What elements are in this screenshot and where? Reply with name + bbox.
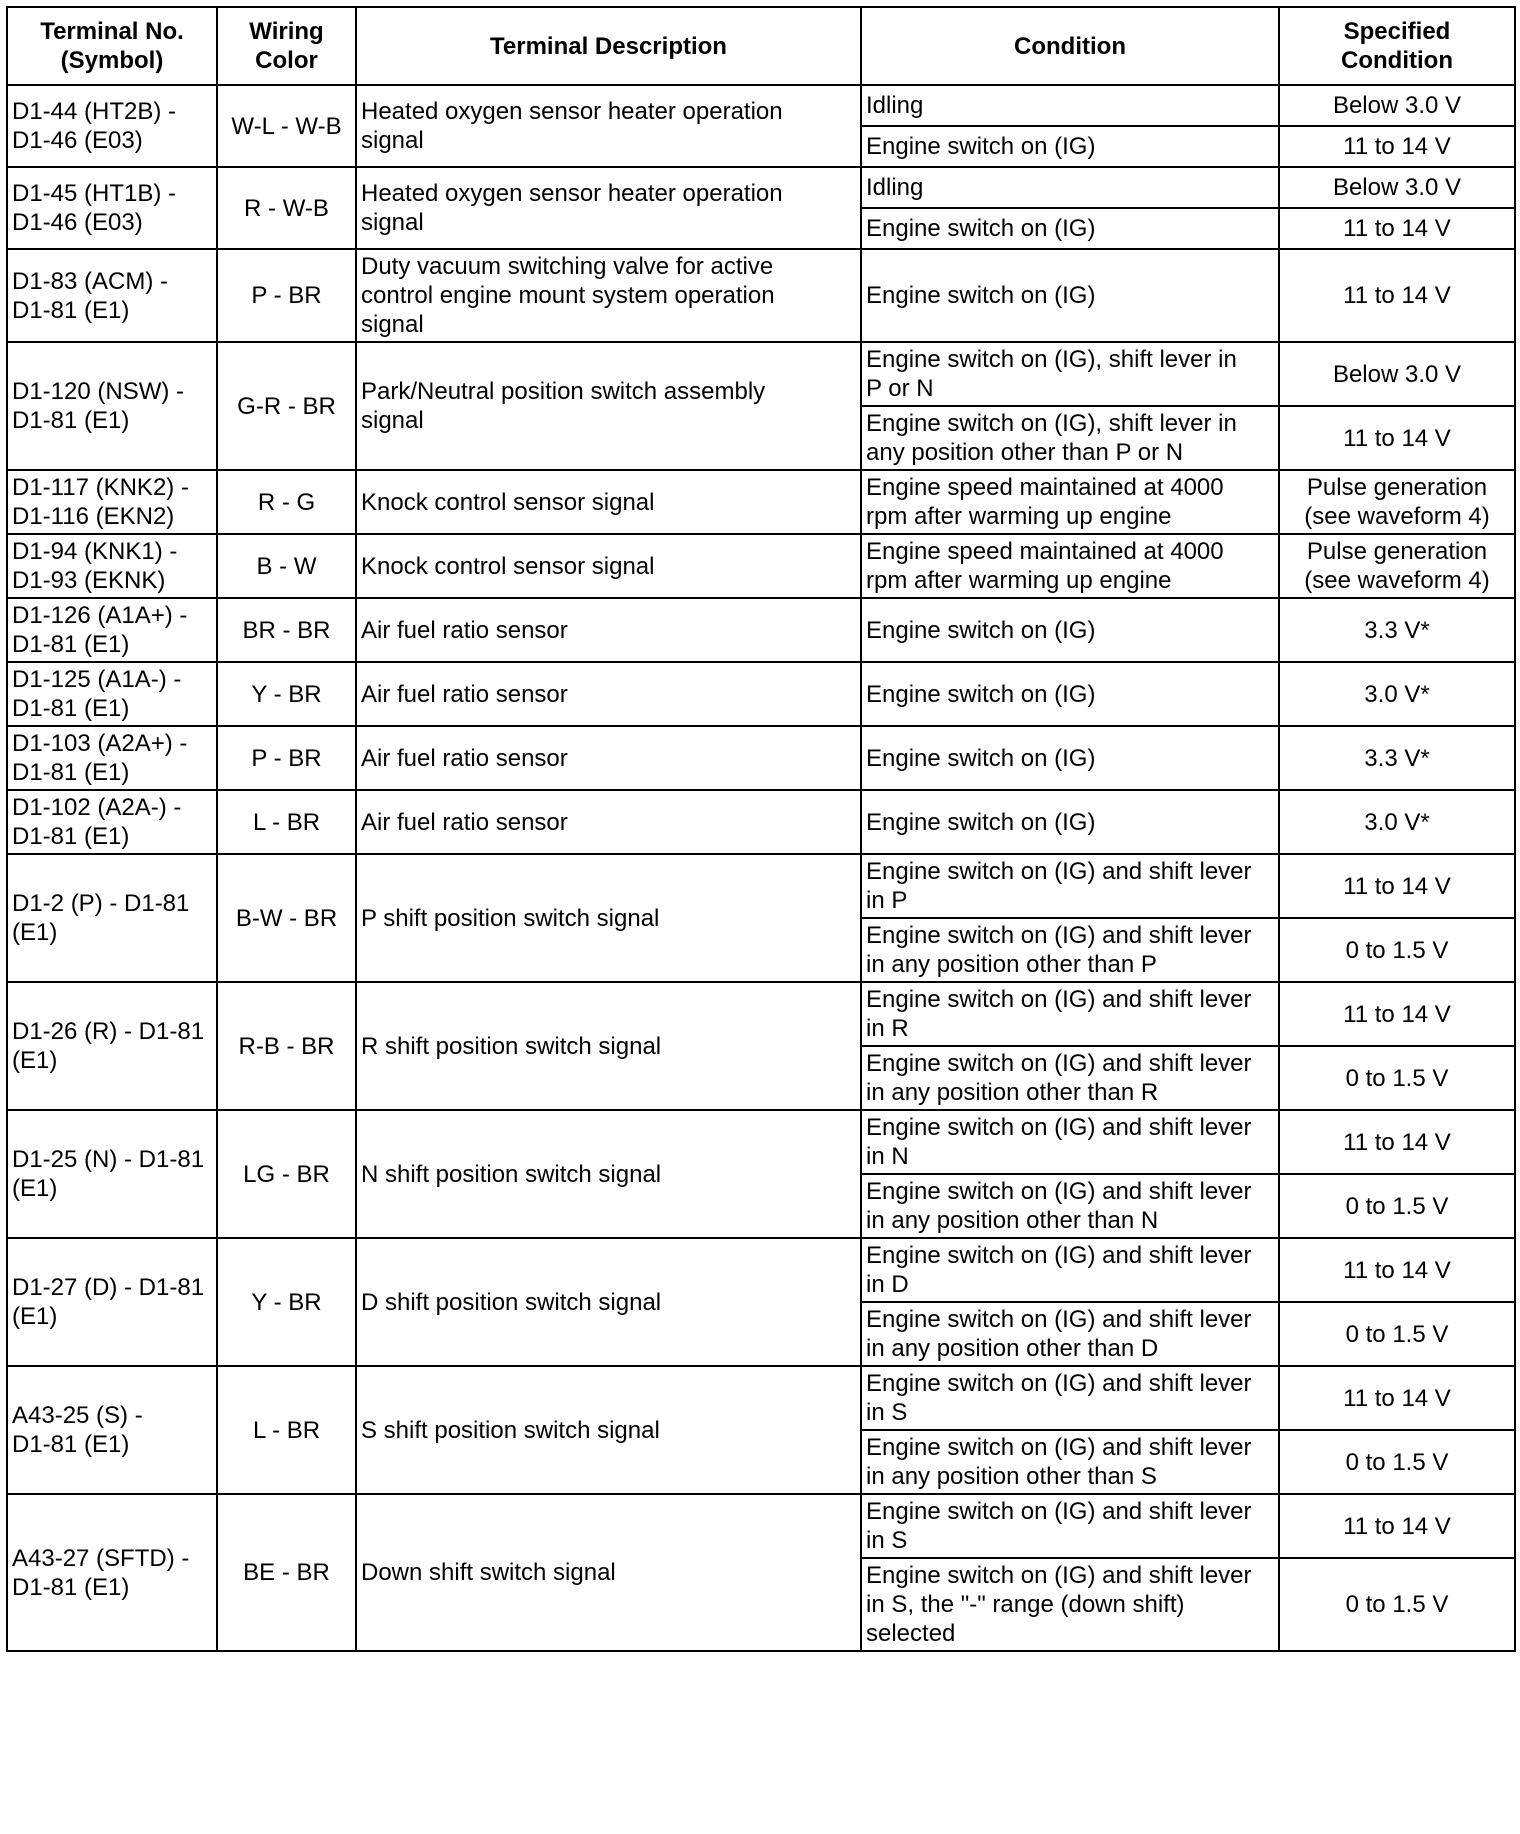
wiring-color-cell	[217, 249, 356, 342]
specified-condition-cell	[1279, 1238, 1515, 1302]
specified-condition-cell	[1279, 1494, 1515, 1558]
condition-cell	[861, 1046, 1279, 1110]
wiring-color-cell-text: P - BR	[251, 282, 322, 309]
table-row	[7, 1238, 1515, 1302]
specified-condition-cell	[1279, 85, 1515, 126]
wiring-color-cell	[217, 470, 356, 534]
terminal-cell-text: D1-25 (N) - D1-81 (E1)	[12, 1146, 205, 1202]
terminal-cell	[7, 85, 217, 167]
description-cell	[356, 1494, 861, 1651]
wiring-color-cell	[217, 1366, 356, 1494]
wiring-color-cell	[217, 598, 356, 662]
specified-condition-cell	[1279, 790, 1515, 854]
wiring-color-cell	[217, 726, 356, 790]
description-cell	[356, 1238, 861, 1366]
terminal-cell	[7, 662, 217, 726]
specified-condition-cell-text: 11 to 14 V	[1343, 1128, 1451, 1156]
specified-condition-cell-text: Below 3.0 V	[1332, 174, 1462, 201]
condition-cell	[861, 790, 1279, 854]
specified-condition-cell	[1279, 918, 1515, 982]
terminal-cell-text: D1-45 (HT1B) - D1-46 (E03)	[12, 180, 177, 236]
description-cell	[356, 598, 861, 662]
condition-cell-text: Idling	[866, 92, 924, 119]
specified-condition-cell-text: 11 to 14 V	[1343, 133, 1451, 160]
terminal-cell-text: A43-25 (S) - D1-81 (E1)	[12, 1402, 143, 1458]
specified-condition-cell	[1279, 598, 1515, 662]
wiring-color-cell-text: R - G	[257, 488, 316, 516]
specified-condition-cell	[1279, 1430, 1515, 1494]
specified-condition-cell-text: 11 to 14 V	[1343, 1384, 1451, 1412]
description-cell-text: Down shift switch signal	[361, 1559, 616, 1586]
description-cell	[356, 790, 861, 854]
description-cell-text: Air fuel ratio sensor	[361, 680, 568, 708]
condition-cell-text: Engine switch on (IG) and shift lever in S	[866, 1498, 1252, 1554]
condition-cell-text: Engine switch on (IG)	[866, 808, 1096, 836]
terminal-cell-text: D1-94 (KNK1) - D1-93 (EKNK)	[12, 538, 178, 594]
specified-condition-cell-text: 0 to 1.5 V	[1345, 1192, 1449, 1220]
condition-cell-text: Engine switch on (IG) and shift lever in any position other than S	[866, 1434, 1252, 1490]
condition-cell	[861, 342, 1279, 406]
condition-cell-text: Engine switch on (IG)	[866, 282, 1096, 309]
description-cell	[356, 662, 861, 726]
table-row	[7, 1494, 1515, 1558]
condition-cell-text: Engine switch on (IG) and shift lever in D	[866, 1242, 1252, 1298]
description-cell-text: R shift position switch signal	[361, 1032, 662, 1060]
wiring-color-cell	[217, 534, 356, 598]
description-cell	[356, 470, 861, 534]
condition-cell-text: Idling	[866, 174, 924, 201]
specified-condition-cell	[1279, 249, 1515, 342]
header-specified-condition: Specified Condition	[1279, 7, 1515, 85]
condition-cell	[861, 85, 1279, 126]
specified-condition-cell-text: 3.0 V*	[1364, 680, 1430, 708]
table-row	[7, 470, 1515, 534]
condition-cell-text: Engine switch on (IG)	[866, 744, 1096, 772]
condition-cell-text: Engine switch on (IG), shift lever in any position other than P or N	[866, 410, 1237, 466]
specified-condition-cell	[1279, 854, 1515, 918]
table-row	[7, 1110, 1515, 1174]
terminal-cell	[7, 982, 217, 1110]
specified-condition-cell-text: Pulse generation (see waveform 4)	[1304, 474, 1490, 530]
specified-condition-cell	[1279, 534, 1515, 598]
terminal-spec-table	[6, 6, 1516, 1652]
wiring-color-cell-text: B - W	[256, 552, 317, 580]
table-row	[7, 342, 1515, 406]
specified-condition-cell	[1279, 662, 1515, 726]
specified-condition-cell-text: 11 to 14 V	[1343, 215, 1451, 242]
wiring-color-cell	[217, 662, 356, 726]
description-cell	[356, 342, 861, 470]
condition-cell	[861, 662, 1279, 726]
table-row	[7, 982, 1515, 1046]
wiring-color-cell-text: L - BR	[252, 1416, 321, 1444]
terminal-cell-text: D1-2 (P) - D1-81 (E1)	[12, 890, 190, 946]
terminal-cell-text: D1-44 (HT2B) - D1-46 (E03)	[12, 98, 177, 154]
condition-cell	[861, 726, 1279, 790]
terminal-cell	[7, 790, 217, 854]
wiring-color-cell	[217, 790, 356, 854]
terminal-cell-text: D1-27 (D) - D1-81 (E1)	[12, 1274, 205, 1330]
condition-cell	[861, 1430, 1279, 1494]
specified-condition-cell	[1279, 1302, 1515, 1366]
description-cell	[356, 85, 861, 167]
table-row	[7, 726, 1515, 790]
wiring-color-cell-text: W-L - W-B	[231, 112, 342, 140]
terminal-cell	[7, 1494, 217, 1651]
condition-cell	[861, 470, 1279, 534]
description-cell-text: Air fuel ratio sensor	[361, 744, 568, 772]
specified-condition-cell-text: 0 to 1.5 V	[1345, 936, 1449, 964]
condition-cell	[861, 598, 1279, 662]
condition-cell	[861, 1302, 1279, 1366]
header-terminal: Terminal No. (Symbol)	[7, 7, 217, 85]
specified-condition-cell	[1279, 1558, 1515, 1651]
condition-cell-text: Engine switch on (IG) and shift lever in any position other than N	[866, 1178, 1252, 1234]
terminal-cell-text: D1-83 (ACM) - D1-81 (E1)	[12, 267, 169, 324]
terminal-cell	[7, 167, 217, 249]
condition-cell	[861, 534, 1279, 598]
specified-condition-cell	[1279, 126, 1515, 167]
condition-cell	[861, 1174, 1279, 1238]
table-row	[7, 249, 1515, 342]
condition-cell-text: Engine switch on (IG) and shift lever in any position other than D	[866, 1306, 1252, 1362]
terminal-cell	[7, 1238, 217, 1366]
wiring-color-cell	[217, 85, 356, 167]
description-cell	[356, 982, 861, 1110]
specified-condition-cell-text: 11 to 14 V	[1343, 1256, 1451, 1284]
specified-condition-cell-text: 3.0 V*	[1364, 808, 1430, 836]
terminal-cell	[7, 1366, 217, 1494]
table-row	[7, 1366, 1515, 1430]
terminal-cell	[7, 249, 217, 342]
description-cell	[356, 249, 861, 342]
condition-cell-text: Engine switch on (IG) and shift lever in S	[866, 1370, 1252, 1426]
condition-cell-text: Engine switch on (IG)	[866, 133, 1096, 160]
specified-condition-cell-text: 3.3 V*	[1364, 744, 1430, 772]
table-header-row	[7, 7, 1515, 85]
condition-cell-text: Engine switch on (IG)	[866, 616, 1096, 644]
terminal-cell-text: D1-120 (NSW) - D1-81 (E1)	[12, 378, 185, 434]
terminal-cell-text: D1-103 (A2A+) - D1-81 (E1)	[12, 730, 188, 786]
terminal-cell	[7, 726, 217, 790]
table-row	[7, 167, 1515, 208]
wiring-color-cell	[217, 342, 356, 470]
terminal-cell-text: D1-125 (A1A-) - D1-81 (E1)	[12, 666, 182, 722]
specified-condition-cell-text: 0 to 1.5 V	[1345, 1064, 1449, 1092]
terminal-cell	[7, 1110, 217, 1238]
description-cell-text: S shift position switch signal	[361, 1416, 660, 1444]
specified-condition-cell-text: 0 to 1.5 V	[1345, 1320, 1449, 1348]
condition-cell-text: Engine speed maintained at 4000 rpm after warming up engine	[866, 538, 1224, 594]
condition-cell-text: Engine switch on (IG)	[866, 215, 1096, 242]
table-row	[7, 85, 1515, 126]
specified-condition-cell-text: Below 3.0 V	[1332, 92, 1462, 119]
condition-cell	[861, 1366, 1279, 1430]
specified-condition-cell	[1279, 167, 1515, 208]
specified-condition-cell	[1279, 982, 1515, 1046]
description-cell-text: Air fuel ratio sensor	[361, 808, 568, 836]
specified-condition-cell	[1279, 1046, 1515, 1110]
description-cell-text: P shift position switch signal	[361, 904, 660, 932]
condition-cell	[861, 1238, 1279, 1302]
condition-cell	[861, 918, 1279, 982]
specified-condition-cell-text: 11 to 14 V	[1343, 872, 1451, 900]
description-cell	[356, 1366, 861, 1494]
header-wiring-color: Wiring Color	[217, 7, 356, 85]
terminal-cell-text: D1-126 (A1A+) - D1-81 (E1)	[12, 602, 188, 658]
wiring-color-cell	[217, 854, 356, 982]
description-cell-text: Air fuel ratio sensor	[361, 616, 568, 644]
description-cell-text: Heated oxygen sensor heater operation signal	[361, 98, 783, 154]
specified-condition-cell	[1279, 342, 1515, 406]
condition-cell	[861, 167, 1279, 208]
terminal-cell-text: D1-102 (A2A-) - D1-81 (E1)	[12, 794, 182, 850]
specified-condition-cell	[1279, 406, 1515, 470]
condition-cell	[861, 406, 1279, 470]
condition-cell-text: Engine switch on (IG) and shift lever in S, the "-" range (down shift) selected	[866, 1562, 1252, 1647]
header-terminal-description: Terminal Description	[356, 7, 861, 85]
terminal-cell	[7, 342, 217, 470]
table-row	[7, 854, 1515, 918]
wiring-color-cell	[217, 1110, 356, 1238]
terminal-cell	[7, 598, 217, 662]
description-cell	[356, 854, 861, 982]
condition-cell	[861, 126, 1279, 167]
specified-condition-cell	[1279, 1366, 1515, 1430]
specified-condition-cell	[1279, 726, 1515, 790]
wiring-color-cell-text: Y - BR	[251, 680, 322, 708]
specified-condition-cell-text: Below 3.0 V	[1332, 360, 1462, 388]
specified-condition-cell	[1279, 470, 1515, 534]
condition-cell-text: Engine switch on (IG) and shift lever in any position other than P	[866, 922, 1252, 978]
description-cell-text: Knock control sensor signal	[361, 488, 655, 516]
terminal-cell	[7, 854, 217, 982]
condition-cell	[861, 208, 1279, 249]
wiring-color-cell-text: BE - BR	[243, 1559, 330, 1586]
specified-condition-cell	[1279, 208, 1515, 249]
specified-condition-cell-text: 11 to 14 V	[1343, 424, 1451, 452]
wiring-color-cell	[217, 1238, 356, 1366]
wiring-color-cell-text: BR - BR	[242, 616, 331, 644]
description-cell	[356, 726, 861, 790]
condition-cell-text: Engine switch on (IG)	[866, 680, 1096, 708]
condition-cell	[861, 1494, 1279, 1558]
description-cell-text: D shift position switch signal	[361, 1288, 662, 1316]
table-row	[7, 662, 1515, 726]
description-cell-text: Heated oxygen sensor heater operation signal	[361, 180, 783, 236]
wiring-color-cell-text: R-B - BR	[238, 1032, 335, 1060]
table-row	[7, 598, 1515, 662]
specified-condition-cell-text: 11 to 14 V	[1343, 1000, 1451, 1028]
condition-cell	[861, 1558, 1279, 1651]
condition-cell	[861, 854, 1279, 918]
terminal-cell-text: A43-27 (SFTD) - D1-81 (E1)	[12, 1544, 190, 1601]
condition-cell	[861, 249, 1279, 342]
description-cell	[356, 167, 861, 249]
condition-cell-text: Engine switch on (IG) and shift lever in any position other than R	[866, 1050, 1252, 1106]
wiring-color-cell	[217, 1494, 356, 1651]
specified-condition-cell-text: 11 to 14 V	[1343, 282, 1451, 309]
wiring-color-cell	[217, 167, 356, 249]
table-row	[7, 790, 1515, 854]
terminal-cell	[7, 470, 217, 534]
wiring-color-cell-text: P - BR	[251, 744, 322, 772]
condition-cell-text: Engine switch on (IG) and shift lever in R	[866, 986, 1252, 1042]
specified-condition-cell-text: 11 to 14 V	[1343, 1512, 1451, 1540]
table-row	[7, 534, 1515, 598]
wiring-color-cell-text: R - W-B	[244, 194, 329, 222]
wiring-color-cell-text: L - BR	[252, 808, 321, 836]
specified-condition-cell	[1279, 1174, 1515, 1238]
specified-condition-cell-text: 0 to 1.5 V	[1345, 1591, 1449, 1618]
wiring-color-cell-text: Y - BR	[251, 1288, 322, 1316]
description-cell	[356, 1110, 861, 1238]
wiring-color-cell	[217, 982, 356, 1110]
specified-condition-cell	[1279, 1110, 1515, 1174]
specified-condition-cell-text: Pulse generation (see waveform 4)	[1304, 538, 1490, 594]
terminal-cell-text: D1-26 (R) - D1-81 (E1)	[12, 1018, 205, 1074]
description-cell-text: N shift position switch signal	[361, 1160, 662, 1188]
condition-cell	[861, 1110, 1279, 1174]
description-cell-text: Knock control sensor signal	[361, 552, 655, 580]
terminal-spec-sheet	[6, 6, 1516, 1652]
terminal-cell-text: D1-117 (KNK2) - D1-116 (EKN2)	[12, 474, 189, 530]
description-cell-text: Park/Neutral position switch assembly signal	[361, 378, 766, 434]
description-cell-text: Duty vacuum switching valve for active control engine mount system operation signal	[361, 253, 775, 338]
description-cell	[356, 534, 861, 598]
condition-cell	[861, 982, 1279, 1046]
specified-condition-cell-text: 0 to 1.5 V	[1345, 1448, 1449, 1476]
header-condition: Condition	[861, 7, 1279, 85]
condition-cell-text: Engine speed maintained at 4000 rpm after warming up engine	[866, 474, 1224, 530]
specified-condition-cell-text: 3.3 V*	[1364, 616, 1430, 644]
terminal-cell	[7, 534, 217, 598]
wiring-color-cell-text: B-W - BR	[235, 904, 338, 932]
condition-cell-text: Engine switch on (IG) and shift lever in P	[866, 858, 1252, 914]
table-body	[7, 85, 1515, 1651]
wiring-color-cell-text: LG - BR	[243, 1160, 330, 1188]
condition-cell-text: Engine switch on (IG), shift lever in P or N	[866, 346, 1237, 402]
wiring-color-cell-text: G-R - BR	[237, 392, 336, 420]
condition-cell-text: Engine switch on (IG) and shift lever in N	[866, 1114, 1252, 1170]
